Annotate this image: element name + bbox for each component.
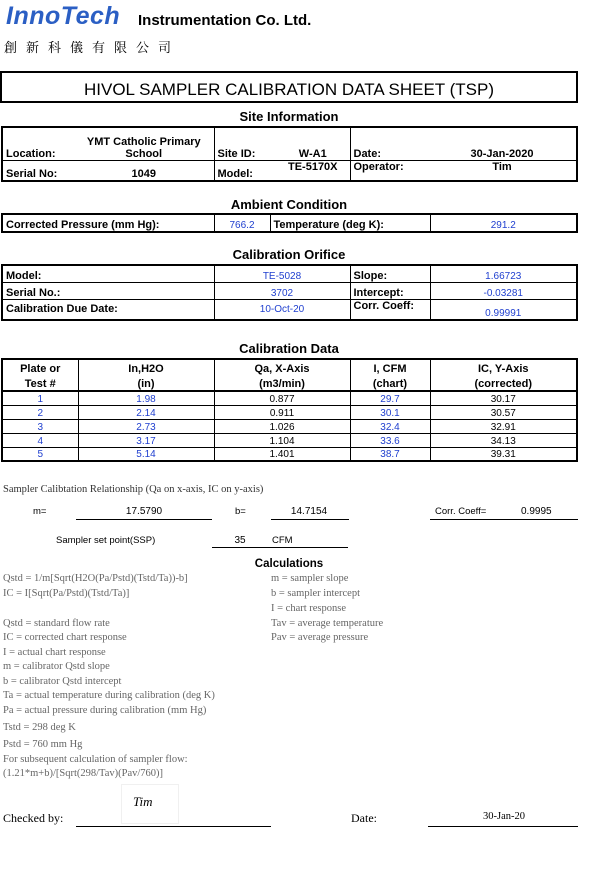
calc-left-line: IC = corrected chart response [3,632,127,643]
corr-coeff-value: 0.99991 [430,299,577,320]
intercept-value: -0.03281 [430,282,577,299]
relationship-coeff-label: Corr. Coeff= [435,506,487,517]
calibration-cell: 34.13 [430,433,577,447]
footer-date-line [428,826,578,827]
calibration-cell: 1.026 [214,419,350,433]
pressure-label: Corrected Pressure (mm Hg): [2,214,214,232]
calc-left-line: I = actual chart response [3,647,106,658]
location-label: Location: [2,127,74,160]
calibration-cell: 1 [2,391,78,405]
calibration-cell: 0.877 [214,391,350,405]
calibration-header-cell: (in) [78,375,214,391]
calc-right-line: Pav = average pressure [271,632,369,643]
calc-left-line: b = calibrator Qstd intercept [3,676,122,687]
calculations-heading: Calculations [254,558,324,570]
calc-left-line: Pstd = 760 mm Hg [3,739,83,750]
m-label: m= [33,506,47,517]
calc-left-line: Qstd = 1/m[Sqrt(H2O(Pa/Pstd)(Tstd/Ta))-b] [3,573,188,584]
site-info-table [1,126,578,182]
calibration-cell: 30.57 [430,405,577,419]
orifice-serial-label: Serial No.: [2,282,214,299]
ssp-underline [212,547,348,548]
orifice-table [1,264,578,321]
calibration-header-cell: Plate or [2,359,78,375]
location-value: YMT Catholic Primary School [74,127,214,160]
calibration-header-cell: Qa, X-Axis [214,359,350,375]
site-id-label: Site ID: [214,127,276,160]
calibration-cell: 3 [2,419,78,433]
model-value: TE-5170X [276,160,350,181]
operator-label: Operator: [350,160,428,181]
corr-coeff-label: Corr. Coeff: [350,299,430,320]
ssp-unit: CFM [272,535,293,546]
calibration-cell: 5 [2,447,78,461]
date-value: 30-Jan-2020 [428,127,577,160]
calc-left-line: IC = I[Sqrt(Pa/Pstd)(Tstd/Ta)] [3,588,130,599]
date-label: Date: [350,127,428,160]
company-logo: InnoTech [6,2,121,30]
coeff-underline [430,519,578,520]
orifice-heading: Calibration Orifice [232,247,346,262]
calc-left-line: m = calibrator Qstd slope [3,661,110,672]
calibration-header-cell: (m3/min) [214,375,350,391]
ambient-table [1,213,578,233]
calc-left-line: Tstd = 298 deg K [3,722,76,733]
serial-value: 1049 [74,160,214,181]
calc-left-line: For subsequent calculation of sampler flow: [3,754,188,765]
calibration-cell: 2 [2,405,78,419]
calibration-cell: 4 [2,433,78,447]
calc-left-line: (1.21*m+b)/[Sqrt(298/Tav)(Pav/760)] [3,768,164,779]
calibration-cell: 32.91 [430,419,577,433]
calibration-cell: 30.1 [350,405,430,419]
calibration-cell: 3.17 [78,433,214,447]
pressure-value: 766.2 [214,214,270,232]
m-value: 17.5790 [125,506,163,517]
calibration-header-cell: Test # [2,375,78,391]
calibration-cell: 2.14 [78,405,214,419]
relationship-coeff-value: 0.9995 [521,506,552,517]
intercept-label: Intercept: [350,282,430,299]
calibration-cell: 1.401 [214,447,350,461]
calibration-header-cell: (corrected) [430,375,577,391]
slope-value: 1.66723 [430,265,577,282]
b-value: 14.7154 [290,506,328,517]
table-row [2,405,577,419]
calibration-table [1,358,578,462]
calibration-cell: 30.17 [430,391,577,405]
calibration-cell: 2.73 [78,419,214,433]
footer-date-label: Date: [351,811,377,825]
orifice-model-label: Model: [2,265,214,282]
calc-left-line: Qstd = standard flow rate [3,618,110,629]
company-name: Instrumentation Co. Ltd. [138,12,312,29]
m-underline [76,519,212,520]
signature: Tim [133,794,153,809]
temperature-label: Temperature (deg K): [270,214,430,232]
footer-date-value: 30-Jan-20 [483,811,525,822]
orifice-serial-value: 3702 [214,282,350,299]
orifice-model-value: TE-5028 [214,265,350,282]
slope-label: Slope: [350,265,430,282]
ssp-label: Sampler set point(SSP) [56,535,156,546]
calibration-cell: 32.4 [350,419,430,433]
calibration-cell: 39.31 [430,447,577,461]
calc-right-line: b = sampler intercept [271,588,361,599]
company-chinese-name: 創新科儀有限公司 [4,41,181,56]
calibration-cell: 38.7 [350,447,430,461]
b-underline [271,519,349,520]
calibration-heading: Calibration Data [239,341,339,356]
calibration-cell: 5.14 [78,447,214,461]
calibration-cell: 33.6 [350,433,430,447]
calibration-cell: 29.7 [350,391,430,405]
calc-right-line: Tav = average temperature [271,618,384,629]
calc-right-line: m = sampler slope [271,573,349,584]
ambient-heading: Ambient Condition [230,197,348,212]
checked-by-label: Checked by: [3,811,64,825]
table-row [2,447,577,461]
calc-right-line: I = chart response [271,603,347,614]
page-title: HIVOL SAMPLER CALIBRATION DATA SHEET (TSP) [84,80,494,99]
calibration-cell: 1.98 [78,391,214,405]
table-row [2,419,577,433]
calibration-header-cell: IC, Y-Axis [430,359,577,375]
b-label: b= [235,506,246,517]
calibration-header-cell: In,H2O [78,359,214,375]
due-date-label: Calibration Due Date: [2,299,214,320]
calibration-cell: 0.911 [214,405,350,419]
relationship-label: Sampler Calibtation Relationship (Qa on x-axis, IC on y-axis) [3,484,264,495]
calibration-cell: 1.104 [214,433,350,447]
ssp-value: 35 [234,535,246,546]
model-label: Model: [214,160,276,181]
operator-value: Tim [428,160,577,181]
table-row [2,433,577,447]
calc-left-line: Pa = actual pressure during calibration (mm Hg) [3,705,207,716]
checked-by-line [76,826,271,827]
table-row [2,391,577,405]
site-id-value: W-A1 [276,127,350,160]
calibration-header-cell: (chart) [350,375,430,391]
site-info-heading: Site Information [239,109,339,124]
temperature-value: 291.2 [430,214,577,232]
serial-label: Serial No: [2,160,74,181]
calibration-header-cell: I, CFM [350,359,430,375]
calc-left-line: Ta = actual temperature during calibration (deg K) [3,690,215,701]
due-date-value: 10-Oct-20 [214,299,350,320]
